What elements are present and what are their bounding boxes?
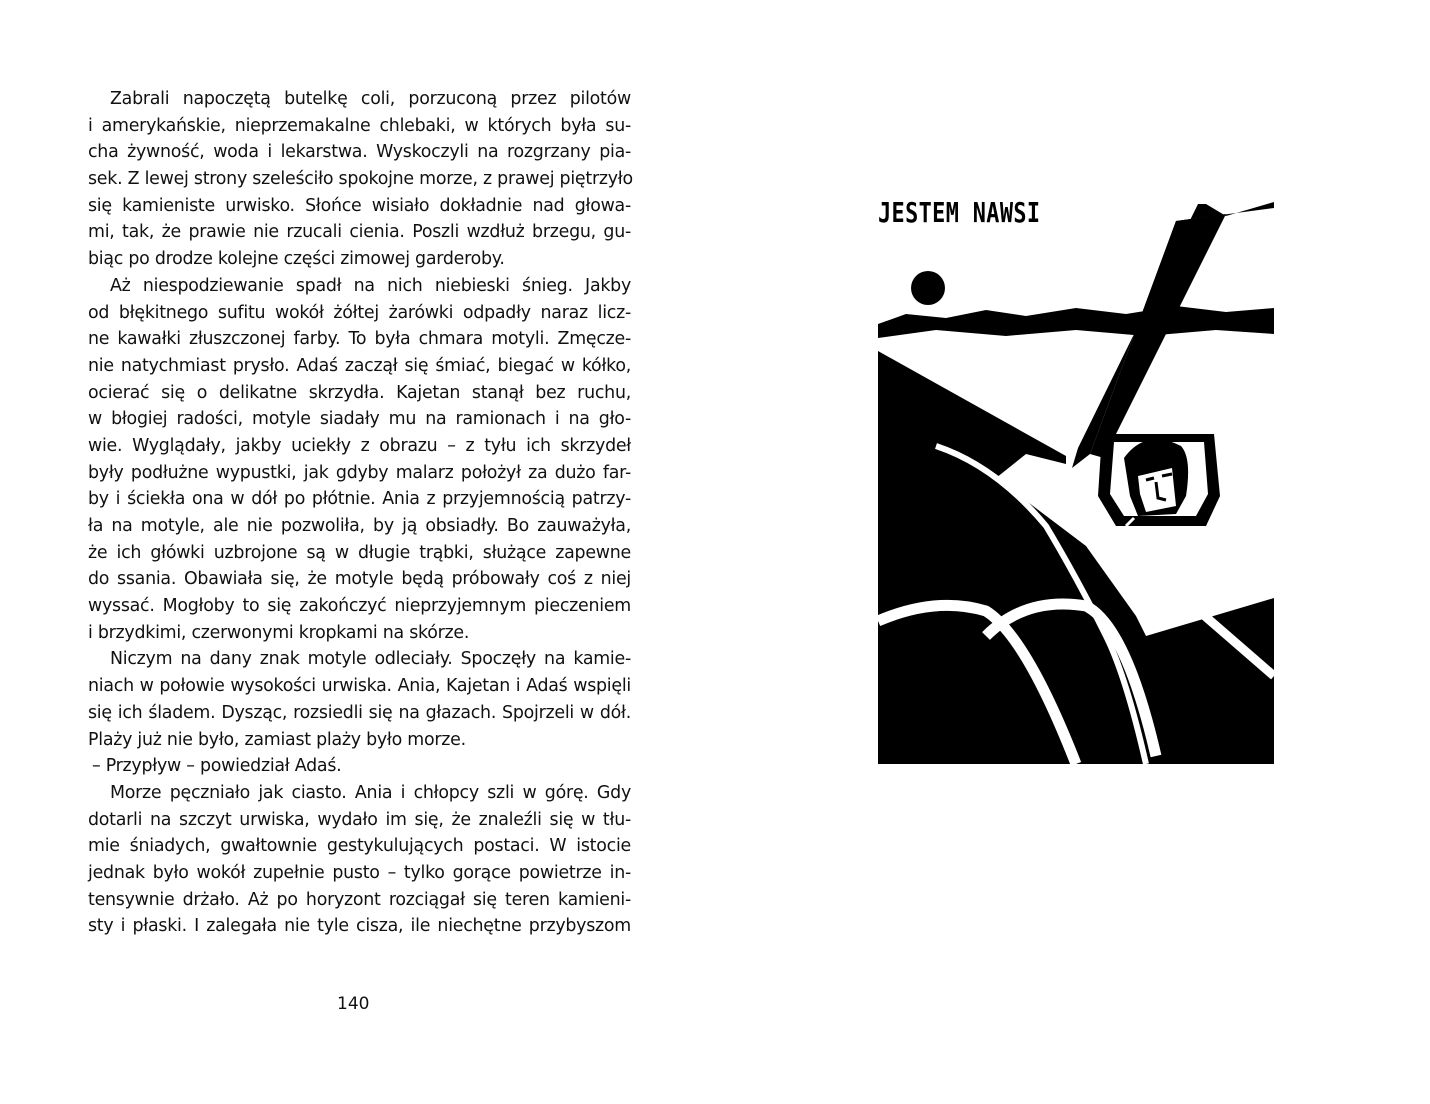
illustration-title: JESTEM NAWSI bbox=[878, 196, 1041, 229]
text-line: że ich główki uzbrojone są w długie trąbki, służące zapewne bbox=[88, 542, 631, 563]
text-line: tensywnie drżało. Aż po horyzont rozciągał się teren kamieni- bbox=[88, 889, 631, 910]
text-line: cha żywność, woda i lekarstwa. Wyskoczyli na rozgrzany pia- bbox=[88, 142, 631, 163]
text-line: i amerykańskie, nieprzemakalne chlebaki, w których była su- bbox=[88, 115, 631, 136]
text-line: nie natychmiast prysło. Adaś zaczął się śmiać, biegać w kółko, bbox=[88, 355, 631, 376]
text-line: Morze pęczniało jak ciasto. Ania i chłopcy szli w górę. Gdy bbox=[110, 782, 631, 803]
text-line: biąc po drodze kolejne części zimowej garderoby. bbox=[88, 249, 505, 270]
text-line: mie śniadych, gwałtownie gestykulujących postaci. W istocie bbox=[88, 836, 631, 857]
dialogue-line: – Przypływ – powiedział Adaś. bbox=[92, 756, 342, 777]
text-line: ła na motyle, ale nie pozwoliła, by ją obsiadły. Bo zauważyła, bbox=[88, 516, 631, 536]
text-line: dotarli na szczyt urwiska, wydało im się, że znaleźli się w tłu- bbox=[88, 809, 631, 830]
text-line: Aż niespodziewanie spadł na nich niebieski śnieg. Jakby bbox=[110, 275, 631, 296]
text-line: się kamieniste urwisko. Słońce wisiało dokładnie nad głowa- bbox=[88, 195, 631, 216]
text-line: od błękitnego sufitu wokół żółtej żarówki odpadły naraz licz- bbox=[88, 302, 631, 323]
text-line: Niczym na dany znak motyle odleciały. Spoczęły na kamie- bbox=[110, 649, 631, 670]
text-line: i brzydkimi, czerwonymi kropkami na skórze. bbox=[88, 622, 470, 643]
text-line: do ssania. Obawiała się, że motyle będą próbowały coś z niej bbox=[88, 569, 631, 590]
text-line: Zabrali napoczętą butelkę coli, porzuconą przez pilotów bbox=[110, 89, 631, 109]
text-line: w błogiej radości, motyle siadały mu na ramionach i na gło- bbox=[88, 409, 631, 430]
page-number: 140 bbox=[337, 994, 370, 1014]
text-line: sek. Z lewej strony szeleściło spokojne morze, z prawej piętrzyło bbox=[88, 169, 633, 190]
text-line: wyssać. Mogłoby to się zakończyć nieprzyjemnym pieczeniem bbox=[88, 596, 631, 617]
text-line: sty i płaski. I zalegała nie tyle cisza, ile niechętne przybyszom bbox=[88, 916, 631, 937]
car-interior-illustration bbox=[876, 196, 1276, 766]
horizon-band bbox=[878, 306, 1274, 338]
book-page-text bbox=[88, 86, 631, 940]
text-line: ocierać się o delikatne skrzydła. Kajetan stanął bez ruchu, bbox=[88, 382, 631, 403]
text-line: jednak było wokół zupełnie pusto – tylko gorące powietrze in- bbox=[88, 862, 631, 883]
text-line: niach w połowie wysokości urwiska. Ania, Kajetan i Adaś wspięli bbox=[88, 676, 631, 697]
text-line: ne kawałki złuszczonej farby. To była chmara motyli. Zmęcze- bbox=[88, 329, 631, 350]
text-line: wie. Wyglądały, jakby uciekły z obrazu – z tyłu ich skrzydeł bbox=[88, 435, 631, 456]
text-line: się ich śladem. Dysząc, rozsiedli się na głazach. Spojrzeli w dół. bbox=[88, 702, 631, 723]
text-line: były podłużne wypustki, jak gdyby malarz położył za dużo far- bbox=[88, 462, 631, 483]
sun-icon bbox=[911, 271, 945, 305]
dashboard-shape bbox=[878, 351, 1274, 764]
text-line: Plaży już nie było, zamiast plaży było morze. bbox=[88, 729, 466, 750]
text-line: by i ściekła ona w dół po płótnie. Ania z przyjemnością patrzy- bbox=[88, 489, 631, 510]
text-line: mi, tak, że prawie nie rzucali cienia. Poszli wzdłuż brzegu, gu- bbox=[88, 222, 631, 243]
